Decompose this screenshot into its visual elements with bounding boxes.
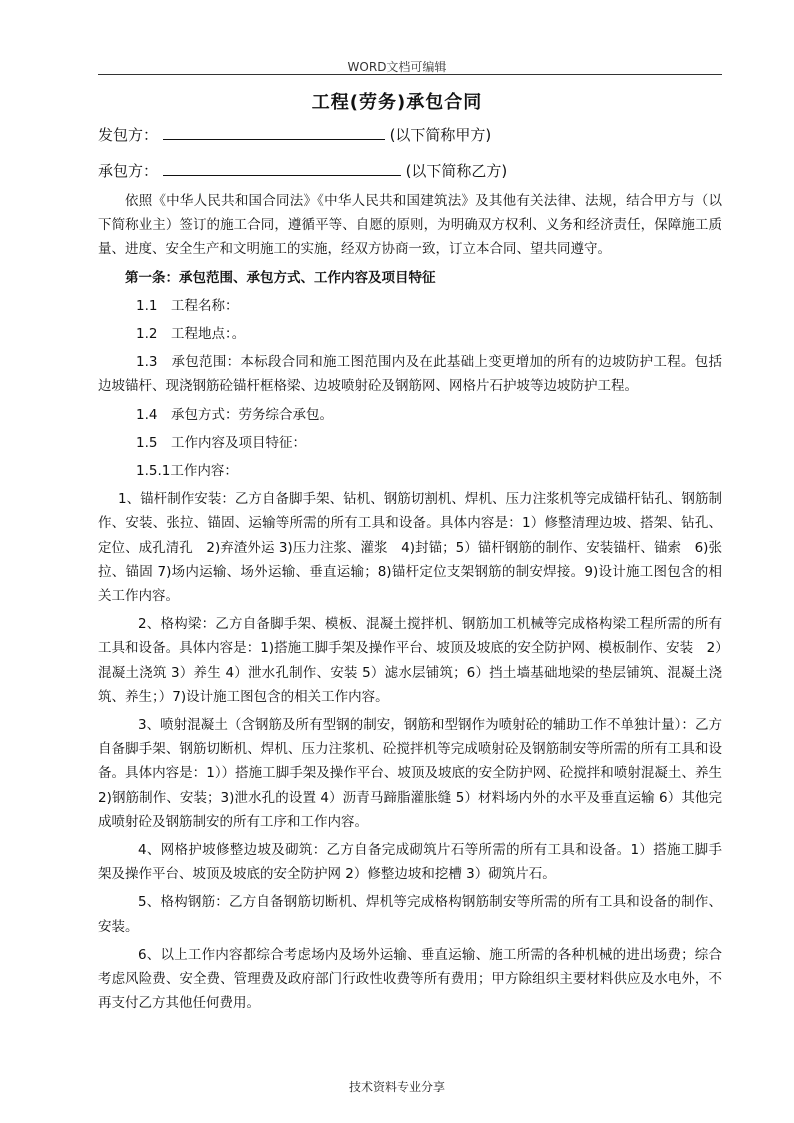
frame-rebar-paragraph: 5、格构钢筋：乙方自备钢筋切断机、焊机等完成格构钢筋制安等所需的所有工具和设备的制作、安装。 — [98, 894, 722, 935]
shotcrete-paragraph: 3、喷射混凝土（含钢筋及所有型钢的制安，钢筋和型钢作为喷射砼的辅助工作不单独计量）：乙方自备脚手架、钢筋切断机、焊机、压力注浆机、砼搅拌机等完成喷射砼及钢筋制安等所需的所有工具和设备。具体内容是：1））搭施工脚手架及操作平台、坡顶及坡底的安全防护网、砼搅拌和喷射混凝土、养生 2)钢筋制作、安装；3)泄水孔的设置 4）沥青马蹄脂灌胀缝 5）材料场内外的水平及垂直运输 6）其他完成喷射砼及钢筋制安的所有工序和工作内容。 — [98, 717, 736, 830]
work-content-heading: 1.5 工作内容及项目特征： — [136, 434, 306, 451]
contract-method-line: 1.4 承包方式：劳务综合承包。 — [136, 406, 333, 423]
anchor-work-paragraph: 1、锚杆制作安装：乙方自备脚手架、钻机、钢筋切割机、焊机、压力注浆机等完成锚杆钻孔、钢筋制作、安装、张拉、锚固、运输等所需的所有工具和设备。具体内容是：1）修整清理边坡、搭架、钻孔、定位、成孔清孔 2)弃渣外运 3)压力注浆、灌浆 4)封锚；5）锚杆钢筋的制作、安装锚杆、锚索 6)张拉、锚固 7)场内运输、场外运输、垂直运输；8)锚杆定位支架钢筋的制安焊接。9)设计施工图包含的相关工作内容。 — [98, 491, 722, 605]
intro-paragraph: 依照《中华人民共和国合同法》《中华人民共和国建筑法》及其他有关法律、法规，结合甲方与（以下简称业主）签订的施工合同，遵循平等、自愿的原则，为明确双方权利、义务和经济责任，保障施工质量、进度、安全生产和文明施工的实施，经双方协商一致，订立本合同、望共同遵守。 — [98, 193, 722, 258]
article-heading: 第一条：承包范围、承包方式、工作内容及项目特征 — [125, 269, 436, 286]
header-rule — [98, 74, 722, 75]
project-name-line: 1.1 工程名称： — [136, 297, 239, 314]
party-a-label: 发包方： — [98, 126, 159, 144]
contract-body — [98, 189, 736, 1020]
cost-note-paragraph: 6、以上工作内容都综合考虑场内及场外运输、垂直运输、施工所需的各种机械的进出场费；综合考虑风险费、安全费、管理费及政府部门行政性收费等所有费用；甲方除组织主要材料供应及水电外，不再支付乙方其他任何费用。 — [98, 946, 722, 1012]
frame-beam-paragraph: 2、格构梁：乙方自备脚手架、模板、混凝土搅拌机、钢筋加工机械等完成格构梁工程所需的所有工具和设备。具体内容是：1)搭施工脚手架及操作平台、坡顶及坡底的安全防护网、模板制作、安装 2）混凝土浇筑 3）养生 4）泄水孔制作、安装 5）滤水层铺筑；6）挡土墙基础地梁的垫层铺筑、混凝土浇筑、养生；）7)设计施工图包含的相关工作内容。 — [98, 616, 722, 705]
page-footer: 技术资料专业分享 — [348, 1080, 445, 1094]
party-b-label: 承包方： — [98, 162, 159, 180]
party-b-blank — [163, 161, 401, 176]
party-b-line — [98, 160, 507, 181]
party-a-blank — [163, 125, 385, 140]
party-a-line — [98, 124, 491, 145]
project-location-line: 1.2 工程地点：。 — [136, 326, 246, 343]
page-header: WORD文档可编辑 — [347, 60, 447, 74]
document-title: 工程(劳务)承包合同 — [311, 92, 483, 113]
party-a-suffix: (以下简称甲方) — [389, 126, 492, 144]
slope-protection-paragraph: 4、网格护坡修整边坡及砌筑：乙方自备完成砌筑片石等所需的所有工具和设备。1）搭施工脚手架及操作平台、坡顶及坡底的安全防护网 2）修整边坡和挖槽 3）砌筑片石。 — [98, 842, 722, 883]
scope-paragraph: 1.3 承包范围：本标段合同和施工图范围内及在此基础上变更增加的所有的边坡防护工程。包括边坡锚杆、现浇钢筋砼锚杆框格梁、边坡喷射砼及钢筋网、网格片石护坡等边坡防护工程。 — [98, 354, 722, 395]
party-b-suffix: (以下简称乙方) — [405, 162, 508, 180]
work-content-subheading: 1.5.1工作内容： — [136, 463, 238, 480]
